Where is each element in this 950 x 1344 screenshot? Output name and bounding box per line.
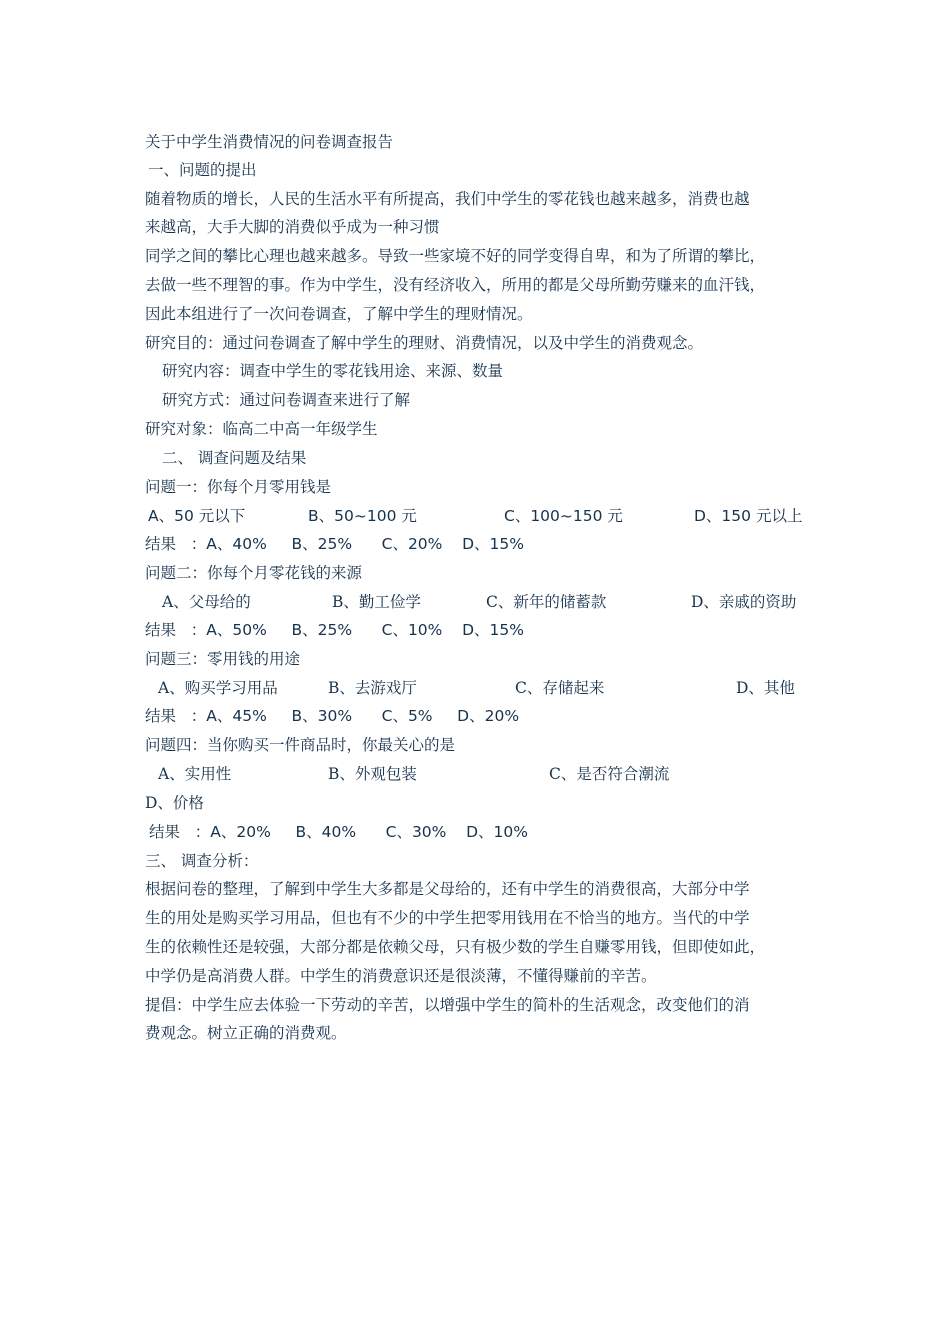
question-result: 结果 ：A、40% B、25% C、20% D、15% (145, 535, 524, 553)
option-a: A、实用性 (158, 765, 232, 783)
question-result: 结果 ：A、50% B、25% C、10% D、15% (145, 621, 524, 639)
analysis-line4: 中学仍是高消费人群。中学生的消费意识还是很淡薄，不懂得赚前的辛苦。 (145, 967, 657, 985)
section1-para1-line2: 来越高，大手大脚的消费似乎成为一种习惯 (145, 218, 440, 236)
option-d: D、价格 (145, 794, 204, 812)
question-text: 问题四：当你购买一件商品时，你最关心的是 (145, 736, 456, 754)
section2-heading: 二、 调查问题及结果 (162, 449, 307, 467)
research-method: 研究方式：通过问卷调查来进行了解 (162, 391, 411, 409)
section1-para2-line2: 去做一些不理智的事。作为中学生，没有经济收入，所用的都是父母所勤劳赚来的血汗钱， (145, 276, 766, 294)
analysis-line3: 生的依赖性还是较强，大部分都是依赖父母，只有极少数的学生自赚零用钱，但即使如此， (145, 938, 766, 956)
research-subject: 研究对象：临高二中高一年级学生 (145, 420, 378, 438)
question-result: 结果 ：A、45% B、30% C、5% D、20% (145, 707, 520, 725)
option-c: C、存储起来 (515, 679, 605, 697)
option-a: A、购买学习用品 (158, 679, 278, 697)
question-text: 问题一：你每个月零用钱是 (145, 478, 332, 496)
advocate-line1: 提倡：中学生应去体验一下劳动的辛苦，以增强中学生的简朴的生活观念，改变他们的消 (145, 996, 750, 1014)
section1-para2-line1: 同学之间的攀比心理也越来越多。导致一些家境不好的同学变得自卑，和为了所谓的攀比， (145, 247, 766, 265)
option-d: D、其他 (736, 679, 795, 697)
section1-para1-line1: 随着物质的增长，人民的生活水平有所提高，我们中学生的零花钱也越来越多，消费也越 (145, 190, 750, 208)
option-a: A、50 元以下 (148, 507, 246, 525)
option-b: B、外观包装 (328, 765, 417, 783)
research-purpose: 研究目的：通过问卷调查了解中学生的理财、消费情况，以及中学生的消费观念。 (145, 334, 704, 352)
question-text: 问题二：你每个月零花钱的来源 (145, 564, 363, 582)
option-c: C、是否符合潮流 (549, 765, 670, 783)
analysis-line2: 生的用处是购买学习用品，但也有不少的中学生把零用钱用在不恰当的地方。当代的中学 (145, 909, 750, 927)
research-content: 研究内容：调查中学生的零花钱用途、来源、数量 (162, 362, 504, 380)
option-b: B、勤工俭学 (332, 593, 421, 611)
section1-heading: 一、问题的提出 (148, 161, 257, 179)
section1-para2-line3: 因此本组进行了一次问卷调查，了解中学生的理财情况。 (145, 305, 533, 323)
option-b: B、50~100 元 (308, 507, 417, 525)
option-a: A、父母给的 (162, 593, 251, 611)
option-b: B、去游戏厅 (328, 679, 417, 697)
option-d: D、亲戚的资助 (691, 593, 797, 611)
option-c: C、新年的储蓄款 (486, 593, 607, 611)
section3-heading: 三、 调查分析： (145, 852, 259, 870)
option-c: C、100~150 元 (504, 507, 623, 525)
option-d: D、150 元以上 (694, 507, 803, 525)
question-text: 问题三：零用钱的用途 (145, 650, 301, 668)
analysis-line1: 根据问卷的整理，了解到中学生大多都是父母给的，还有中学生的消费很高，大部分中学 (145, 880, 750, 898)
report-title: 关于中学生消费情况的问卷调查报告 (145, 133, 394, 151)
question-result: 结果 ：A、20% B、40% C、30% D、10% (149, 823, 528, 841)
advocate-line2: 费观念。树立正确的消费观。 (145, 1024, 347, 1042)
